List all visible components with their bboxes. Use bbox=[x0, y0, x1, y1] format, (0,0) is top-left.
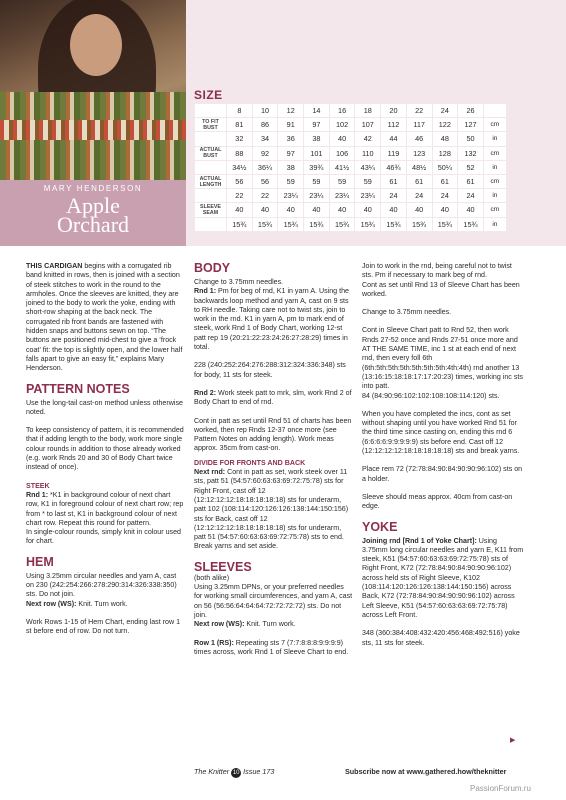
steek-lead: Rnd 1: bbox=[26, 490, 49, 499]
size-cell: 46¾ bbox=[381, 161, 406, 174]
yoke-para-2: 348 (360:384:408:432:420:456:468:492:516) yoke sts, 11 sts for steek. bbox=[362, 629, 520, 647]
continue-arrow-icon: ▶ bbox=[510, 737, 516, 744]
size-cell: 40 bbox=[330, 132, 355, 145]
size-row bbox=[195, 147, 506, 160]
size-cell: 59 bbox=[278, 175, 303, 188]
size-unit bbox=[484, 104, 506, 117]
size-cell: 23¼ bbox=[278, 189, 303, 202]
size-row-label: TO FIT BUST bbox=[195, 118, 226, 131]
hem-next-text: Knit. Turn work. bbox=[76, 599, 128, 608]
size-cell: 107 bbox=[355, 118, 380, 131]
sleeves-sub: (both alike) bbox=[194, 573, 230, 582]
yoke-lead: Joining rnd [Rnd 1 of Yoke Chart]: bbox=[362, 536, 477, 545]
size-cell: 43¼ bbox=[355, 161, 380, 174]
cardigan-photo bbox=[0, 0, 186, 180]
size-cell: 41½ bbox=[330, 161, 355, 174]
pattern-note-2: To keep consistency of pattern, it is recommended that if adding length to the body, work more single colour rounds in addition to those already worked (e.g. work Rnds 20 and 30 of Body Chart twice instead of once). bbox=[26, 426, 184, 472]
size-unit: in bbox=[484, 189, 506, 202]
size-cell: 59 bbox=[304, 175, 329, 188]
size-cell: 110 bbox=[355, 147, 380, 160]
size-cell: 15¾ bbox=[227, 218, 252, 231]
size-cell: 15¾ bbox=[278, 218, 303, 231]
size-cell: 128 bbox=[433, 147, 458, 160]
size-cell: 50 bbox=[458, 132, 483, 145]
footer-issue bbox=[194, 767, 274, 778]
size-cell: 40 bbox=[304, 203, 329, 216]
size-row-label bbox=[195, 189, 226, 202]
hem-next-row bbox=[26, 600, 184, 609]
size-cell: 15¾ bbox=[253, 218, 278, 231]
size-cell: 112 bbox=[381, 118, 406, 131]
size-row-label: SLEEVE SEAM bbox=[195, 203, 226, 216]
watermark: PassionForum.ru bbox=[470, 784, 531, 793]
size-row-label bbox=[195, 161, 226, 174]
size-cell: 123 bbox=[407, 147, 432, 160]
size-cell: 127 bbox=[458, 118, 483, 131]
size-cell: 40 bbox=[227, 203, 252, 216]
size-cell: 92 bbox=[253, 147, 278, 160]
size-cell: 16 bbox=[330, 104, 355, 117]
pattern-notes-heading: PATTERN NOTES bbox=[26, 381, 130, 396]
size-cell: 15¾ bbox=[304, 218, 329, 231]
footer-issue-number: Issue 173 bbox=[243, 767, 275, 776]
size-row bbox=[195, 203, 506, 216]
intro-lead: THIS CARDIGAN bbox=[26, 262, 83, 270]
intro-text: begins with a corrugated rib band knitted in rows, then is joined with a section of steek stitches to work in the round to the armholes. Once the sleeves are knitted, they are joined to the body to work the yoke, ending with short-row shaping at the back neck. The corrugated rib front bands are fastened with hidden snaps and buttons sewn on top. “The buttons are positioned mid-chest to give a ‘frock coat’ fit: the top is slightly open, and the lower half falls apart to give an easy fit,” explains Mary Henderson. bbox=[26, 262, 183, 373]
size-cell: 81 bbox=[227, 118, 252, 131]
size-cell: 24 bbox=[458, 189, 483, 202]
size-cell: 40 bbox=[278, 203, 303, 216]
sleeves-row1-text: Repeating sts 7 (7:7:8:8:8:9:9:9:9) times across, work Rnd 1 of Sleeve Chart to end. bbox=[194, 638, 349, 656]
size-cell: 102 bbox=[330, 118, 355, 131]
size-cell: 59 bbox=[355, 175, 380, 188]
intro-paragraph bbox=[26, 262, 184, 374]
sleeves-heading: SLEEVES bbox=[194, 559, 252, 574]
size-unit: cm bbox=[484, 175, 506, 188]
size-cell: 61 bbox=[407, 175, 432, 188]
size-row-label bbox=[195, 104, 226, 117]
pattern-note-1: Use the long-tail cast-on method unless otherwise noted. bbox=[26, 398, 183, 416]
size-cell: 15¾ bbox=[330, 218, 355, 231]
size-cell: 40 bbox=[433, 203, 458, 216]
size-cell: 40 bbox=[253, 203, 278, 216]
size-cell: 86 bbox=[253, 118, 278, 131]
body-para-2: 228 (240:252:264:276:288:312:324:336:348) sts for body, 11 sts for steek. bbox=[194, 361, 346, 379]
size-row bbox=[195, 132, 506, 145]
size-cell: 14 bbox=[304, 104, 329, 117]
size-row-label bbox=[195, 218, 226, 231]
size-cell: 40 bbox=[330, 203, 355, 216]
size-cell: 10 bbox=[253, 104, 278, 117]
size-cell: 15¾ bbox=[381, 218, 406, 231]
body-rnd2 bbox=[194, 389, 354, 408]
pattern-title bbox=[0, 193, 186, 237]
steek-heading: STEEK bbox=[26, 481, 50, 490]
size-cell: 24 bbox=[407, 189, 432, 202]
size-cell: 38 bbox=[278, 161, 303, 174]
size-unit: in bbox=[484, 132, 506, 145]
sleeves-para-1: Using 3.25mm DPNs, or your preferred needles for working small circumferences, and yarn A, cast on 56 (56:56:64:64:64:72:72:72:72) sts. Do not join. bbox=[194, 583, 353, 619]
size-row-label bbox=[195, 132, 226, 145]
size-unit: cm bbox=[484, 203, 506, 216]
yoke-heading: YOKE bbox=[362, 519, 398, 534]
hem-next-lead: Next row (WS): bbox=[26, 599, 77, 608]
size-cell: 61 bbox=[381, 175, 406, 188]
col3-para-1: Join to work in the rnd, being careful not to twist sts. Pm if necessary to mark beg of rnd. bbox=[362, 262, 512, 280]
size-row bbox=[195, 189, 506, 202]
body-rnd2-lead: Rnd 2: bbox=[194, 388, 217, 397]
col3-para-5: Place rem 72 (72:78:84:90:84:90:90:96:102) sts on a holder. bbox=[362, 465, 523, 483]
yoke-text: Using 3.75mm long circular needles and yarn E, K11 from steek, K51 (54:57:60:63:63:69:72:75:78) sts of Right Front, K72 (72:78:84:90:84:90:90:96:102) across held sts of Right Sleeve, K102 (108:114:120:126:126:138:144:150:156) across Back, K72 (72:78:84:90:84:90:90:96:102) across Left Sleeve, K51 (54:57:60:63:63:69:72:75:78) across Left Front. bbox=[362, 536, 524, 619]
steek-text: *K1 in background colour of next chart row, K1 in foreground colour of next chart row; rep from * to last st, K1 in background colour of next chart row. Repeat this round for pattern. bbox=[26, 490, 184, 527]
size-cell: 20 bbox=[381, 104, 406, 117]
size-row bbox=[195, 218, 506, 231]
size-cell: 117 bbox=[407, 118, 432, 131]
size-cell: 42 bbox=[355, 132, 380, 145]
size-cell: 15¾ bbox=[458, 218, 483, 231]
size-cell: 15¾ bbox=[407, 218, 432, 231]
yoke-para bbox=[362, 537, 524, 621]
size-cell: 23¼ bbox=[330, 189, 355, 202]
size-row bbox=[195, 104, 506, 117]
size-cell: 48 bbox=[433, 132, 458, 145]
col3-para-2: Change to 3.75mm needles. bbox=[362, 308, 452, 317]
body-para-1: Change to 3.75mm needles. bbox=[194, 278, 284, 286]
size-cell: 38 bbox=[304, 132, 329, 145]
hem-heading: HEM bbox=[26, 554, 54, 569]
size-cell: 122 bbox=[433, 118, 458, 131]
size-cell: 23¼ bbox=[304, 189, 329, 202]
steek-text-2: In single-colour rounds, simply knit in colour used for chart. bbox=[26, 528, 181, 546]
size-cell: 52 bbox=[458, 161, 483, 174]
body-heading: BODY bbox=[194, 261, 231, 275]
size-cell: 26 bbox=[458, 104, 483, 117]
divide-text: Cont in patt as set, work steek over 11 sts, patt 51 (54:57:60:63:63:69:72:75:78) sts for Right Front, cast off 12 (12:12:12:12:18:18:18:18:18) sts for underarm, patt 102 (108:114:120:126:126:138:144:150:156) sts for Back, cast off 12 (12:12:12:12:18:18:18:18:18) sts for underarm, patt 51 (54:57:60:63:63:69:72:75:78) sts to end. Break yarns and set aside. bbox=[194, 468, 349, 551]
size-table bbox=[194, 103, 507, 232]
size-cell: 48½ bbox=[407, 161, 432, 174]
size-cell: 39¾ bbox=[304, 161, 329, 174]
size-cell: 32 bbox=[227, 132, 252, 145]
size-row-label: ACTUAL LENGTH bbox=[195, 175, 226, 188]
size-cell: 101 bbox=[304, 147, 329, 160]
size-cell: 61 bbox=[458, 175, 483, 188]
title-line2: Orchard bbox=[56, 212, 130, 237]
body-rnd1 bbox=[194, 287, 354, 352]
size-row bbox=[195, 175, 506, 188]
size-cell: 36 bbox=[278, 132, 303, 145]
size-cell: 97 bbox=[278, 147, 303, 160]
size-cell: 106 bbox=[330, 147, 355, 160]
size-cell: 56 bbox=[227, 175, 252, 188]
size-cell: 40 bbox=[407, 203, 432, 216]
size-cell: 34 bbox=[253, 132, 278, 145]
size-row bbox=[195, 161, 506, 174]
column-3 bbox=[362, 262, 524, 657]
divide-lead: Next rnd: bbox=[194, 468, 226, 477]
size-unit: cm bbox=[484, 118, 506, 131]
divide-para bbox=[194, 468, 354, 552]
col3-para-3b: 84 (84:90:96:102:102:108:108:114:120) sts. bbox=[362, 391, 500, 400]
size-cell: 46 bbox=[407, 132, 432, 145]
size-cell: 15¾ bbox=[355, 218, 380, 231]
size-cell: 61 bbox=[433, 175, 458, 188]
size-cell: 36¼ bbox=[253, 161, 278, 174]
size-cell: 8 bbox=[227, 104, 252, 117]
hem-para-1: Using 3.25mm circular needles and yarn A, cast on 230 (242:254:266:278:290:314:326:338:350) sts. Do not join. bbox=[26, 571, 177, 599]
steek-rnd1 bbox=[26, 491, 184, 528]
size-unit: cm bbox=[484, 147, 506, 160]
size-row bbox=[195, 118, 506, 131]
body-rnd1-text: Pm for beg of rnd, K1 in yarn A. Using the backwards loop method and yarn A, cast on 9 sts to RH needle. Taking care not to twist sts, join to work in the rnd. K1 in yarn A, pm to mark end of steek, work Rnd 1 of Body Chart, working 12-st patt rep 19 (20:21:22:23:24:26:27:28:29) times in total. bbox=[194, 287, 349, 352]
footer-magazine: The Knitter bbox=[194, 767, 230, 776]
col3-para-6: Sleeve should meas approx. 40cm from cast-on edge. bbox=[362, 492, 513, 511]
size-cell: 97 bbox=[304, 118, 329, 131]
hem-para-2: Work Rows 1-15 of Hem Chart, ending last row 1 st before end of row. Do not turn. bbox=[26, 617, 181, 636]
size-unit: in bbox=[484, 218, 506, 231]
size-cell: 24 bbox=[433, 104, 458, 117]
size-cell: 34½ bbox=[227, 161, 252, 174]
cardigan-band bbox=[0, 120, 186, 140]
size-unit: in bbox=[484, 161, 506, 174]
body-rnd1-lead: Rnd 1: bbox=[194, 287, 217, 296]
sleeves-next-text: Knit. Turn work. bbox=[244, 620, 296, 629]
body-para-3: Cont in patt as set until Rnd 51 of charts has been worked, then rep Rnds 12-37 once more (see Pattern Notes on adding length). Work meas approx. 35cm from cast-on. bbox=[194, 416, 352, 453]
size-cell: 24 bbox=[433, 189, 458, 202]
col3-para-4: When you have completed the incs, cont as set without shaping until you have worked Rnd 51 for the third time since casting on, ending this rnd 6 (6:6:6:6:9:9:9:9:9) sts before end. Cast off 12 (12:12:12:12:18:18:18:18:18) sts and break yarns. bbox=[362, 409, 520, 456]
col3-para-3: Cont in Sleeve Chart patt to Rnd 52, then work Rnds 27-52 once and Rnds 27-51 once more and AT THE SAME TIME, inc 1 st at each end of next rnd, then every foll 6th (6th:5th:5th:5th:5th:5th:5th:4th:4th) rnd another 13 (13:16:15:18:18:17:17:20:23) times, working inc sts into patt. bbox=[362, 326, 523, 391]
size-cell: 23¼ bbox=[355, 189, 380, 202]
col3-para-1b: Cont as set until Rnd 13 of Sleeve Chart has been worked. bbox=[362, 280, 520, 298]
size-cell: 18 bbox=[355, 104, 380, 117]
size-cell: 40 bbox=[381, 203, 406, 216]
size-cell: 44 bbox=[381, 132, 406, 145]
size-cell: 40 bbox=[355, 203, 380, 216]
divide-heading: DIVIDE FOR FRONTS AND BACK bbox=[194, 458, 306, 467]
size-cell: 40 bbox=[458, 203, 483, 216]
size-cell: 15¾ bbox=[433, 218, 458, 231]
size-cell: 132 bbox=[458, 147, 483, 160]
designer-name: MARY HENDERSON bbox=[43, 184, 143, 193]
sleeves-next-lead: Next row (WS): bbox=[194, 620, 245, 629]
size-cell: 22 bbox=[407, 104, 432, 117]
sleeves-row1 bbox=[194, 639, 354, 658]
size-cell: 91 bbox=[278, 118, 303, 131]
title-line1: Apple bbox=[66, 193, 120, 218]
column-1 bbox=[26, 262, 184, 646]
column-2 bbox=[194, 258, 354, 666]
size-cell: 12 bbox=[278, 104, 303, 117]
size-cell: 88 bbox=[227, 147, 252, 160]
size-cell: 22 bbox=[253, 189, 278, 202]
sleeves-row1-lead: Row 1 (RS): bbox=[194, 638, 234, 647]
size-cell: 24 bbox=[381, 189, 406, 202]
size-cell: 22 bbox=[227, 189, 252, 202]
size-row-label: ACTUAL BUST bbox=[195, 147, 226, 160]
size-cell: 59 bbox=[330, 175, 355, 188]
size-cell: 119 bbox=[381, 147, 406, 160]
face-shape bbox=[70, 14, 122, 76]
sleeves-next-row bbox=[194, 620, 354, 629]
body-rnd2-text: Work steek patt to mrk, slm, work Rnd 2 of Body Chart to end of rnd. bbox=[194, 388, 352, 407]
page-number-badge: 10 bbox=[232, 770, 240, 776]
size-cell: 56 bbox=[253, 175, 278, 188]
size-heading: SIZE bbox=[194, 88, 223, 102]
size-cell: 50¼ bbox=[433, 161, 458, 174]
footer-subscribe: Subscribe now at www.gathered.how/theknitter bbox=[345, 767, 507, 776]
